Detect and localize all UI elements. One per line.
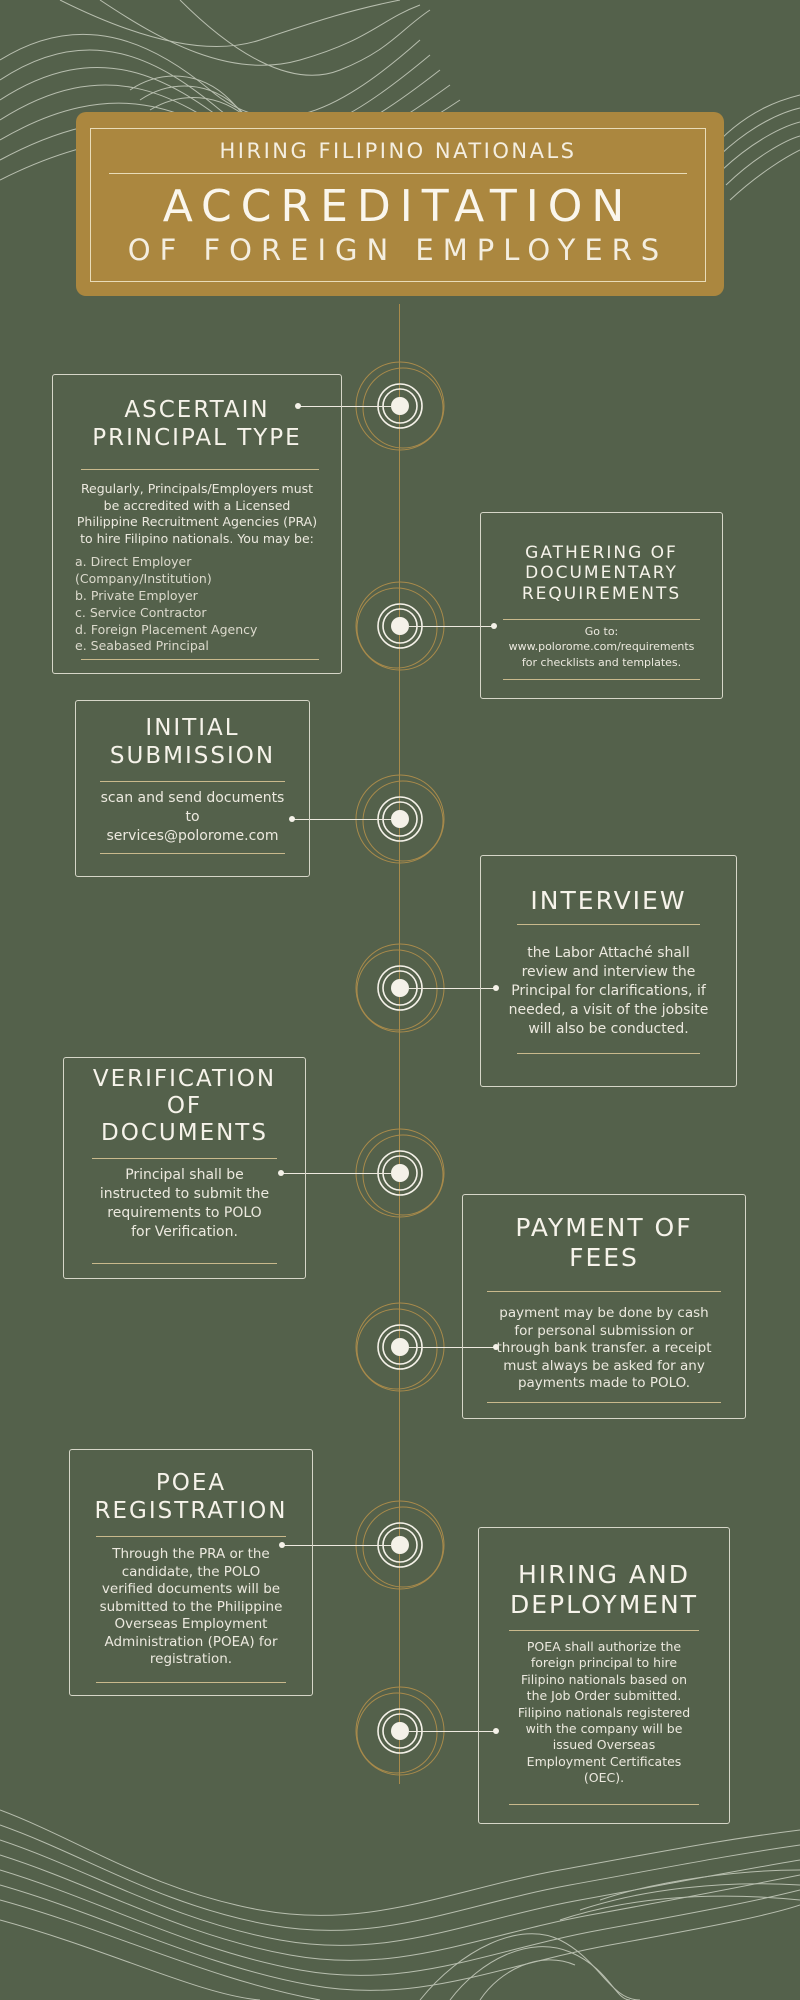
step-divider: [96, 1536, 286, 1537]
step-card-poea-registration: [69, 1449, 313, 1696]
step-divider-bottom: [96, 1682, 286, 1683]
step-divider-bottom: [517, 1053, 700, 1054]
step-body: POEA shall authorize the foreign principal to hire Filipino nationals based on the Job Order submitted. Filipino nationals registered with the company will be issued Overseas Employment Certificates (OEC).: [517, 1639, 691, 1785]
step-body: Regularly, Principals/Employers must be accredited with a Licensed Philippine Recruitment Agencies (PRA) to hire Filipino nationals. You may be:: [76, 481, 318, 546]
header-title: ACCREDITATION: [162, 181, 634, 232]
step-divider-bottom: [509, 1804, 699, 1805]
step-card-payment-of-fees: [462, 1194, 746, 1419]
list-item: c. Service Contractor: [75, 604, 207, 620]
step-title: PAYMENT OF FEES: [515, 1213, 693, 1272]
step-body: scan and send documents to services@polorome.com: [100, 790, 285, 844]
list-item: d. Foreign Placement Agency: [75, 621, 258, 637]
list-item: b. Private Employer: [75, 587, 198, 603]
step-divider: [487, 1291, 721, 1292]
step-divider-bottom: [503, 679, 700, 680]
wave-decoration-bottom: [0, 1800, 800, 2000]
step-title: HIRING AND DEPLOYMENT: [509, 1560, 699, 1619]
step-body: Principal shall be instructed to submit the requirements to POLO for Verification.: [99, 1167, 270, 1240]
step-title: GATHERING OF DOCUMENTARY REQUIREMENTS: [521, 543, 682, 604]
step-card-interview: [480, 855, 737, 1087]
list-item: (Company/Institution): [75, 570, 212, 586]
step-title: INTERVIEW: [530, 886, 687, 915]
step-divider: [81, 469, 319, 470]
list-item: e. Seabased Principal: [75, 638, 209, 654]
step-body: payment may be done by cash for personal submission or through bank transfer. a receipt must always be asked for any payments made to POLO.: [496, 1305, 712, 1392]
step-card-gathering-documentary-requirements: [480, 512, 723, 699]
step-divider: [100, 781, 285, 782]
step-divider-bottom: [100, 853, 285, 854]
step-divider-bottom: [487, 1402, 721, 1403]
step-divider-bottom: [81, 659, 319, 660]
step-divider: [503, 619, 700, 620]
header-subtitle: HIRING FILIPINO NATIONALS: [219, 139, 577, 163]
step-divider: [92, 1158, 277, 1159]
step-title: VERIFICATION OF DOCUMENTS: [92, 1066, 277, 1146]
list-item: a. Direct Employer: [75, 554, 192, 569]
step-body: the Labor Attaché shall review and interview the Principal for clarifications, if needed, a visit of the jobsite will also be conducted.: [508, 945, 709, 1037]
step-title: INITIAL SUBMISSION: [109, 715, 276, 769]
step-title: ASCERTAIN PRINCIPAL TYPE: [92, 397, 302, 451]
step-divider: [509, 1630, 699, 1631]
step-card-verification-of-documents: [63, 1057, 306, 1279]
step-card-ascertain-principal-type: [52, 374, 342, 674]
step-title: POEA REGISTRATION: [94, 1470, 288, 1524]
step-divider-bottom: [92, 1263, 277, 1264]
header-title-line2: OF FOREIGN EMPLOYERS: [127, 233, 669, 267]
step-card-hiring-and-deployment: [478, 1527, 730, 1824]
step-divider: [517, 924, 700, 925]
header-banner: [76, 112, 724, 296]
step-card-initial-submission: [75, 700, 310, 877]
step-body: Through the PRA or the candidate, the POLO verified documents will be submitted to the Philippine Overseas Employment Administration (POEA) for registration.: [99, 1546, 283, 1668]
header-frame: [90, 128, 706, 282]
step-body: Go to: www.polorome.com/requirements for checklists and templates.: [508, 625, 695, 669]
principal-type-list: [75, 554, 257, 655]
header-divider: [109, 173, 687, 174]
